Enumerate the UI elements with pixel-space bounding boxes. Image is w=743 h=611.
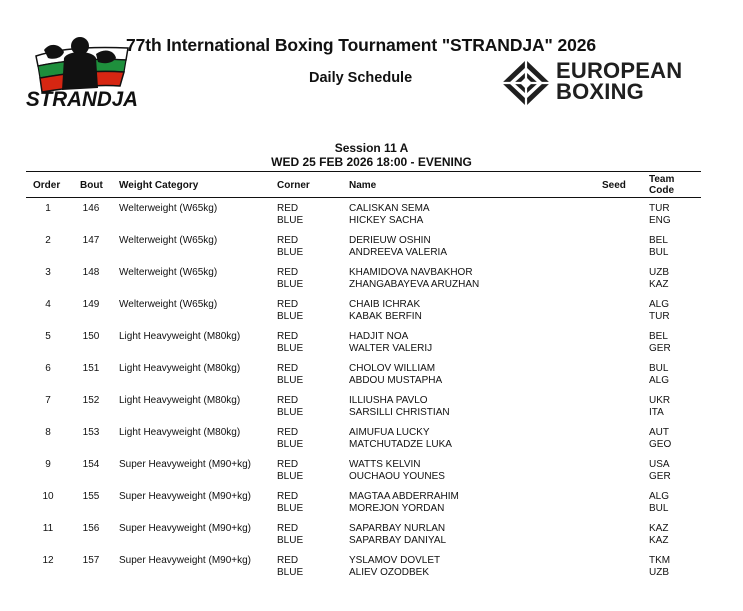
table-row <box>26 299 701 331</box>
red-team-code: BEL <box>649 331 668 342</box>
red-team-code: TKM <box>649 555 671 566</box>
bout-number: 153 <box>82 427 100 438</box>
weight-category: Light Heavyweight (M80kg) <box>119 363 241 374</box>
weight-category: Welterweight (W65kg) <box>119 203 218 214</box>
session-title: Session 11 A <box>334 141 409 155</box>
bout-number: 151 <box>82 363 100 374</box>
weight-category: Super Heavyweight (M90+kg) <box>119 459 252 470</box>
blue-corner: BLUE <box>277 439 304 450</box>
red-team-code: TUR <box>649 203 670 214</box>
weight-category: Welterweight (W65kg) <box>119 299 218 310</box>
bout-number: 152 <box>82 395 100 406</box>
red-corner: RED <box>277 331 299 342</box>
table-row <box>26 267 701 299</box>
red-team-code: UKR <box>649 395 671 406</box>
weight-category: Light Heavyweight (M80kg) <box>119 395 241 406</box>
red-name: CHOLOV WILLIAM <box>349 363 436 374</box>
eb-line-2: BOXING <box>556 79 644 104</box>
red-corner: RED <box>277 523 299 534</box>
bout-order: 3 <box>45 267 51 278</box>
red-corner: RED <box>277 427 299 438</box>
blue-name: MOREJON YORDAN <box>349 503 445 514</box>
blue-team-code: BUL <box>649 247 669 258</box>
red-team-code: ALG <box>649 491 670 502</box>
european-boxing-cube-icon <box>500 58 552 108</box>
bout-order: 10 <box>42 491 54 502</box>
red-name: YSLAMOV DOVLET <box>349 555 441 566</box>
bout-number: 154 <box>82 459 100 470</box>
col-seed: Seed <box>602 180 626 191</box>
blue-name: KABAK BERFIN <box>349 311 422 322</box>
col-order: Order <box>33 180 61 191</box>
blue-corner: BLUE <box>277 311 304 322</box>
weight-category: Welterweight (W65kg) <box>119 235 218 246</box>
table-row <box>26 363 701 395</box>
red-name: SAPARBAY NURLAN <box>349 523 446 534</box>
eb-line-1: EUROPEAN <box>556 58 683 83</box>
red-corner: RED <box>277 459 299 470</box>
document-title: 77th International Boxing Tournament "STRANDJA" 2026 <box>126 35 597 55</box>
table-row <box>26 235 701 267</box>
red-name: CHAIB ICHRAK <box>349 299 421 310</box>
red-corner: RED <box>277 363 299 374</box>
blue-team-code: TUR <box>649 311 670 322</box>
col-bout: Bout <box>80 180 103 191</box>
red-corner: RED <box>277 299 299 310</box>
blue-name: ABDOU MUSTAPHA <box>349 375 443 386</box>
table-row <box>26 459 701 491</box>
blue-corner: BLUE <box>277 343 304 354</box>
col-corner: Corner <box>277 180 310 191</box>
blue-corner: BLUE <box>277 407 304 418</box>
table-row <box>26 523 701 555</box>
blue-name: SAPARBAY DANIYAL <box>349 535 447 546</box>
red-team-code: ALG <box>649 299 670 310</box>
european-boxing-logo <box>500 58 706 108</box>
strandja-wordmark: STRANDJA <box>26 88 138 110</box>
bout-order: 4 <box>45 299 51 310</box>
bout-order: 2 <box>45 235 51 246</box>
blue-team-code: UZB <box>649 567 669 578</box>
bout-order: 6 <box>45 363 51 374</box>
weight-category: Light Heavyweight (M80kg) <box>119 427 241 438</box>
bout-order: 9 <box>45 459 51 470</box>
bout-order: 7 <box>45 395 51 406</box>
table-header <box>26 171 701 198</box>
red-team-code: USA <box>649 459 670 470</box>
bout-number: 149 <box>82 299 100 310</box>
weight-category: Super Heavyweight (M90+kg) <box>119 555 252 566</box>
blue-corner: BLUE <box>277 247 304 258</box>
table-row <box>26 555 701 587</box>
blue-team-code: KAZ <box>649 279 669 290</box>
red-corner: RED <box>277 203 299 214</box>
blue-corner: BLUE <box>277 279 304 290</box>
bout-number: 150 <box>82 331 100 342</box>
table-row <box>26 491 701 523</box>
blue-team-code: BUL <box>649 503 669 514</box>
bout-order: 11 <box>42 523 54 534</box>
document-subtitle: Daily Schedule <box>309 70 413 86</box>
col-name: Name <box>349 180 377 191</box>
weight-category: Light Heavyweight (M80kg) <box>119 331 241 342</box>
red-corner: RED <box>277 395 299 406</box>
red-corner: RED <box>277 235 299 246</box>
col-team-code <box>649 174 674 196</box>
table-body <box>26 203 701 587</box>
blue-corner: BLUE <box>277 215 304 226</box>
blue-name: SARSILLI CHRISTIAN <box>349 407 450 418</box>
bout-order: 12 <box>42 555 54 566</box>
blue-name: HICKEY SACHA <box>349 215 424 226</box>
table-row <box>26 203 701 235</box>
col-team-line-2: Code <box>649 185 674 196</box>
red-corner: RED <box>277 555 299 566</box>
red-name: KHAMIDOVA NAVBAKHOR <box>349 267 473 278</box>
blue-name: OUCHAOU YOUNES <box>349 471 445 482</box>
red-team-code: BEL <box>649 235 668 246</box>
blue-corner: BLUE <box>277 471 304 482</box>
blue-name: ALIEV OZODBEK <box>349 567 430 578</box>
blue-team-code: GER <box>649 343 671 354</box>
bout-number: 157 <box>82 555 100 566</box>
weight-category: Welterweight (W65kg) <box>119 267 218 278</box>
blue-team-code: KAZ <box>649 535 669 546</box>
boxer-flag-logo-icon <box>24 36 142 110</box>
col-team-line-1: Team <box>649 174 675 185</box>
blue-team-code: GEO <box>649 439 672 450</box>
red-team-code: BUL <box>649 363 669 374</box>
table-row <box>26 395 701 427</box>
red-name: MAGTAA ABDERRAHIM <box>349 491 459 502</box>
blue-name: WALTER VALERIJ <box>349 343 433 354</box>
weight-category: Super Heavyweight (M90+kg) <box>119 523 252 534</box>
red-name: DERIEUW OSHIN <box>349 235 431 246</box>
blue-corner: BLUE <box>277 503 304 514</box>
bout-number: 156 <box>82 523 100 534</box>
blue-name: ZHANGABAYEVA ARUZHAN <box>349 279 480 290</box>
table-row <box>26 427 701 459</box>
bout-number: 146 <box>82 203 100 214</box>
table-row <box>26 331 701 363</box>
weight-category: Super Heavyweight (M90+kg) <box>119 491 252 502</box>
red-name: WATTS KELVIN <box>349 459 421 470</box>
bout-order: 5 <box>45 331 51 342</box>
blue-team-code: ITA <box>649 407 664 418</box>
bout-number: 155 <box>82 491 100 502</box>
strandja-logo <box>24 36 142 110</box>
red-team-code: UZB <box>649 267 669 278</box>
blue-corner: BLUE <box>277 375 304 386</box>
bout-number: 147 <box>82 235 100 246</box>
blue-name: MATCHUTADZE LUKA <box>349 439 452 450</box>
european-boxing-wordmark <box>556 60 682 102</box>
bout-order: 1 <box>45 203 51 214</box>
red-corner: RED <box>277 491 299 502</box>
bout-number: 148 <box>82 267 100 278</box>
blue-corner: BLUE <box>277 567 304 578</box>
blue-corner: BLUE <box>277 535 304 546</box>
bout-order: 8 <box>45 427 51 438</box>
red-name: CALISKAN SEMA <box>349 203 430 214</box>
red-team-code: AUT <box>649 427 669 438</box>
blue-name: ANDREEVA VALERIA <box>349 247 447 258</box>
red-team-code: KAZ <box>649 523 669 534</box>
blue-team-code: ENG <box>649 215 671 226</box>
red-name: AIMUFUA LUCKY <box>349 427 430 438</box>
red-name: HADJIT NOA <box>349 331 409 342</box>
blue-team-code: ALG <box>649 375 670 386</box>
blue-team-code: GER <box>649 471 671 482</box>
session-date: WED 25 FEB 2026 18:00 - EVENING <box>271 155 472 169</box>
red-name: ILLIUSHA PAVLO <box>349 395 428 406</box>
red-corner: RED <box>277 267 299 278</box>
col-weight-category: Weight Category <box>119 180 199 191</box>
